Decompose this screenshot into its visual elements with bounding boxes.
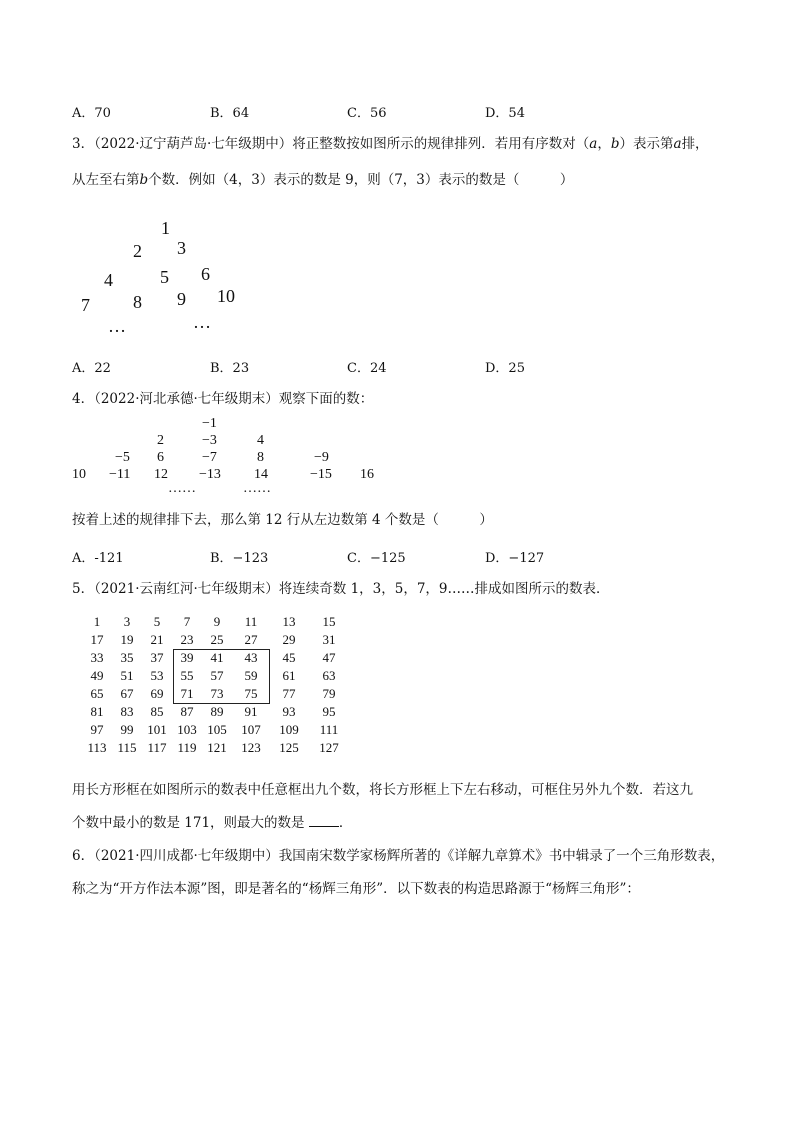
q4-fig-ellipsis: ……	[168, 481, 196, 496]
q5-table-cell: 67	[120, 686, 134, 701]
q3-fig-number: 5	[160, 267, 169, 287]
q5-table-cell: 79	[322, 686, 336, 701]
q4-option-a: A．-121	[72, 551, 124, 566]
q5-stem-line3: 个数中最小的数是 171，则最大的数是 ．	[72, 815, 353, 831]
q5-table-cell: 47	[322, 650, 336, 665]
q5-table-cell: 97	[90, 722, 104, 737]
q5-table-cell: 1	[93, 614, 101, 629]
q5-table-cell: 11	[244, 614, 258, 629]
q2-option-d: D．54	[485, 106, 525, 121]
q3-stem-line2: 从左至右第b个数．例如（4，3）表示的数是 9，则（7，3）表示的数是（ ）	[72, 172, 574, 188]
q5-table-cell: 113	[87, 740, 107, 755]
q5-table-cell: 13	[282, 614, 296, 629]
q5-table-cell: 27	[244, 632, 258, 647]
q5-table-cell: 125	[279, 740, 299, 755]
q5-table-cell: 109	[279, 722, 299, 737]
q5-table-cell: 45	[282, 650, 296, 665]
q4-fig-number: 12	[154, 467, 168, 482]
q5-table-cell: 17	[90, 632, 104, 647]
q3-option-d: D．25	[485, 361, 525, 376]
answer-blank	[309, 814, 339, 827]
q5-table-cell: 119	[177, 740, 197, 755]
q3-fig-ellipsis: …	[193, 312, 211, 332]
q5-table-cell: 69	[150, 686, 164, 701]
q5-table-cell: 31	[322, 632, 336, 647]
q5-table-cell: 103	[177, 722, 197, 737]
q5-table-cell: 23	[180, 632, 194, 647]
q5-table-cell: 101	[147, 722, 167, 737]
q4-fig-number: −11	[109, 467, 131, 482]
q5-table-cell: 107	[241, 722, 261, 737]
q4-fig-number: 6	[157, 450, 164, 465]
q5-table-cell: 5	[153, 614, 161, 629]
q3-fig-number: 4	[104, 270, 113, 290]
q5-table-cell: 71	[180, 686, 194, 701]
q5-selection-rectangle	[173, 649, 270, 704]
q3-fig-ellipsis: …	[108, 316, 126, 336]
q4-stem-line2: 按着上述的规律排下去，那么第 12 行从左边数第 4 个数是（ ）	[72, 512, 493, 528]
q5-table-cell: 117	[147, 740, 167, 755]
q5-table-cell: 55	[180, 668, 194, 683]
q4-fig-number: −9	[314, 450, 329, 465]
q5-table-cell: 51	[120, 668, 134, 683]
q2-option-a: A．70	[72, 106, 111, 121]
q5-table-cell: 59	[244, 668, 258, 683]
q5-table-cell: 95	[322, 704, 336, 719]
q5-table-cell: 35	[120, 650, 134, 665]
q5-table-cell: 93	[282, 704, 296, 719]
q3-fig-number: 2	[133, 241, 142, 261]
q5-table-cell: 7	[183, 614, 191, 629]
q5-table-cell: 83	[120, 704, 134, 719]
q3-fig-number: 3	[177, 238, 186, 258]
q5-table-cell: 99	[120, 722, 134, 737]
q3-fig-number: 1	[161, 218, 170, 238]
q4-fig-number: 16	[360, 467, 374, 482]
q5-table-cell: 123	[241, 740, 261, 755]
q5-table-cell: 89	[210, 704, 224, 719]
q5-table-cell: 53	[150, 668, 164, 683]
q5-stem-line1: 5．（2021·云南红河·七年级期末）将连续奇数 1，3，5，7，9……排成如图所示的数表．	[72, 581, 610, 597]
q5-table-cell: 105	[207, 722, 227, 737]
q4-option-d: D．−127	[485, 551, 545, 566]
q5-table-cell: 87	[180, 704, 194, 719]
q5-table-cell: 127	[319, 740, 339, 755]
q5-table-cell: 49	[90, 668, 104, 683]
q4-fig-number: −1	[202, 416, 217, 431]
q5-table-cell: 3	[123, 614, 131, 629]
q4-fig-number: −13	[199, 467, 221, 482]
q4-fig-number: 4	[257, 433, 264, 448]
q5-table-cell: 39	[180, 650, 194, 665]
q6-stem-line1: 6．（2021·四川成都·七年级期中）我国南宋数学家杨辉所著的《详解九章算术》书中辑录了一个三角形数表，	[72, 848, 725, 864]
q2-option-c: C．56	[347, 106, 387, 121]
q5-table-cell: 85	[150, 704, 164, 719]
q6-stem-line2: 称之为“开方作法本源”图，即是著名的“杨辉三角形”．以下数表的构造思路源于“杨辉三角形”：	[72, 881, 640, 897]
q5-table-cell: 75	[244, 686, 258, 701]
q3-option-c: C．24	[347, 361, 387, 376]
q3-fig-number: 7	[81, 295, 90, 315]
q3-option-a: A．22	[72, 361, 111, 376]
q3-stem-line1: 3．（2022·辽宁葫芦岛·七年级期中）将正整数按如图所示的规律排列．若用有序数对（a，b）表示第a排，	[72, 136, 709, 152]
q5-table-cell: 111	[319, 722, 339, 737]
q5-stem-line2: 用长方形框在如图所示的数表中任意框出九个数，将长方形框上下左右移动，可框住另外九个数．若这九	[72, 782, 693, 798]
q5-table-cell: 21	[150, 632, 164, 647]
q4-fig-number: −3	[202, 433, 217, 448]
q5-table-cell: 121	[207, 740, 227, 755]
q4-fig-number: −7	[202, 450, 217, 465]
q5-table-cell: 77	[282, 686, 296, 701]
q5-table-cell: 19	[120, 632, 134, 647]
q5-table-cell: 9	[213, 614, 221, 629]
q4-fig-number: 14	[254, 467, 268, 482]
q5-table-cell: 33	[90, 650, 104, 665]
q4-fig-number: 2	[157, 433, 164, 448]
q4-fig-number: −15	[310, 467, 332, 482]
q5-table-cell: 25	[210, 632, 224, 647]
q3-fig-number: 8	[133, 292, 142, 312]
q5-table-cell: 57	[210, 668, 224, 683]
q5-table-cell: 41	[210, 650, 224, 665]
q2-option-b: B．64	[210, 106, 250, 121]
q5-table-cell: 65	[90, 686, 104, 701]
q5-table-cell: 43	[244, 650, 258, 665]
q5-table-cell: 73	[210, 686, 224, 701]
q5-table-cell: 63	[322, 668, 336, 683]
q5-table-cell: 115	[117, 740, 137, 755]
q3-fig-number: 10	[217, 286, 235, 306]
q3-fig-number: 9	[177, 289, 186, 309]
q5-table-cell: 37	[150, 650, 164, 665]
q5-table-cell: 91	[244, 704, 258, 719]
q4-option-c: C．−125	[347, 551, 406, 566]
q4-fig-number: 8	[257, 450, 264, 465]
q3-option-b: B．23	[210, 361, 250, 376]
q3-fig-number: 6	[201, 264, 210, 284]
q4-option-b: B．−123	[210, 551, 269, 566]
q4-stem-line1: 4．（2022·河北承德·七年级期末）观察下面的数：	[72, 391, 374, 407]
q5-table-cell: 61	[282, 668, 296, 683]
q4-fig-number: −5	[115, 450, 130, 465]
q4-fig-ellipsis: ……	[243, 481, 271, 496]
q4-fig-number: 10	[72, 467, 86, 482]
q5-table-cell: 29	[282, 632, 296, 647]
q5-table-cell: 81	[90, 704, 104, 719]
q5-table-cell: 15	[322, 614, 336, 629]
